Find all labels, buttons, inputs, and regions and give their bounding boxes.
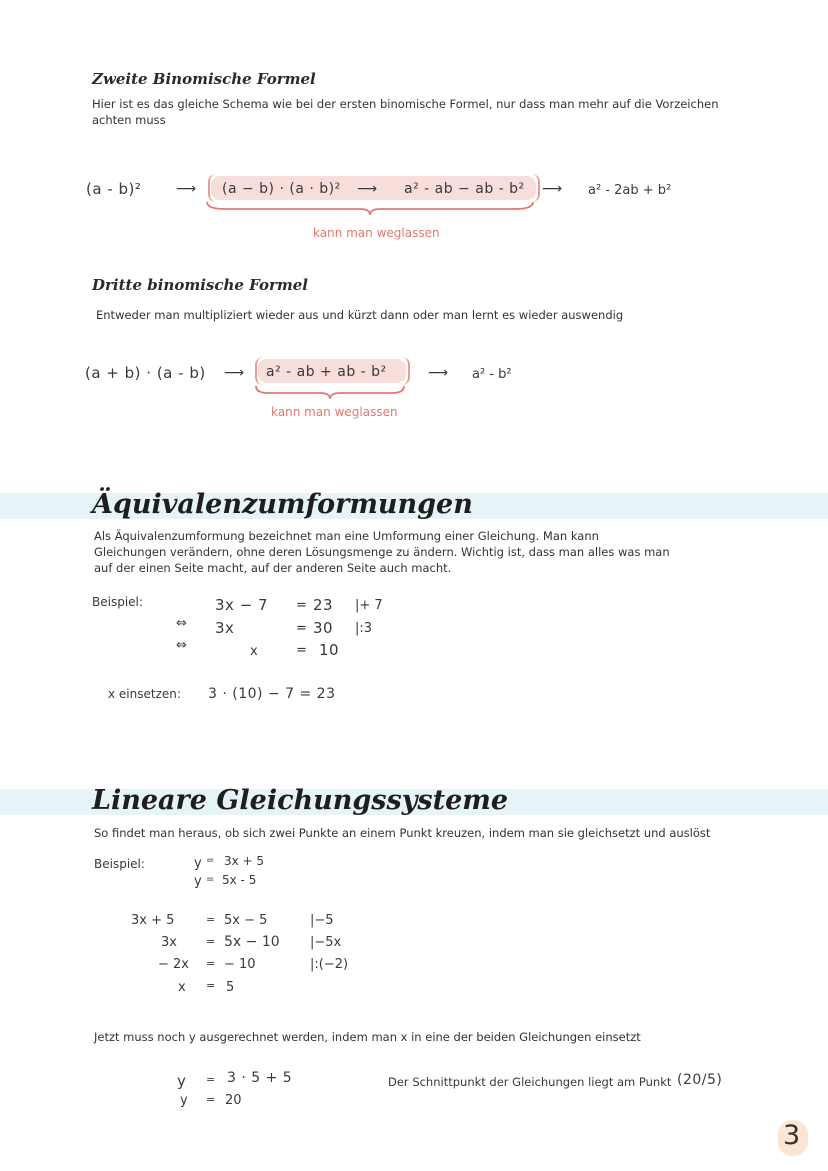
equals-sign: =: [296, 643, 307, 658]
curly-brace-icon: [205, 200, 535, 216]
system-expr: 3x + 5: [224, 854, 265, 868]
equation-row-right: 30: [313, 619, 334, 637]
intersection-text: Der Schnittpunkt der Gleichungen liegt am Punkt: [388, 1075, 672, 1089]
y-result: 20: [225, 1093, 242, 1108]
equals-sign: =: [206, 957, 216, 970]
section-intro-aequi: Als Äquivalenzumformung bezeichnet man eine Umformung einer Gleichung. Man kann Gleichungen verändern, ohne deren Lösungsmenge zu ändern. Wichtig ist, dass man alles was man auf der einen Seite macht, auf der anderen Seite auch macht.: [94, 529, 670, 575]
system-var: y: [194, 874, 202, 889]
page-number-badge: [778, 1120, 808, 1156]
example-label: Beispiel:: [92, 595, 143, 609]
operation-note: |−5: [310, 913, 334, 928]
section-title-lgs: Lineare Gleichungssysteme: [92, 785, 508, 816]
solve-row-right: 5x − 10: [224, 934, 280, 950]
arrow-icon: ⟶: [542, 181, 563, 197]
binom2-expanded: a² - ab − ab - b²: [404, 181, 525, 197]
section-title-dritte: Dritte binomische Formel: [92, 276, 308, 294]
system-var: y: [194, 856, 202, 871]
arrow-icon: ⟶: [176, 181, 197, 197]
solve-row-right: − 10: [224, 957, 256, 972]
equals-sign: =: [206, 935, 216, 948]
arrow-icon: ⟶: [428, 365, 449, 381]
section-intro-dritte: Entweder man multipliziert wieder aus und kürzt dann oder man lernt es wieder auswendig: [96, 308, 624, 322]
operation-note: |:(−2): [310, 957, 349, 972]
operation-note: |+ 7: [355, 598, 383, 613]
solve-row-left: − 2x: [158, 957, 189, 972]
intersection-point: (20/5): [677, 1072, 723, 1088]
y-var: y: [177, 1072, 187, 1090]
arrow-icon: ⟶: [224, 365, 245, 381]
binom3-lhs: (a + b) · (a - b): [85, 364, 206, 382]
section-intro-zweite: Hier ist es das gleiche Schema wie bei der ersten binomische Formel, nur dass man mehr auf die Vorzeichen achten muss: [92, 97, 719, 127]
equivalence-arrow-icon: ⇔: [176, 616, 187, 631]
binom2-result: a² - 2ab + b²: [588, 183, 672, 198]
page-number: 3: [783, 1120, 801, 1151]
equation-row-left: 3x: [215, 619, 235, 637]
brace-note: kann man weglassen: [271, 405, 398, 419]
section-title-zweite: Zweite Binomische Formel: [92, 70, 316, 88]
insert-label: x einsetzen:: [108, 687, 181, 701]
system-expr: 5x - 5: [222, 873, 257, 887]
binom3-result: a² - b²: [472, 367, 512, 382]
operation-note: |:3: [355, 621, 373, 636]
equals-sign: =: [296, 621, 307, 636]
equals-sign: =: [206, 874, 215, 885]
equation-row-right: 23: [313, 596, 334, 614]
brace-note: kann man weglassen: [313, 226, 440, 240]
equation-row-right: 10: [319, 641, 340, 659]
equals-sign: =: [206, 979, 216, 992]
insert-instruction: Jetzt muss noch y ausgerechnet werden, indem man x in eine der beiden Gleichungen einsetzt: [94, 1030, 641, 1044]
binom3-expanded: a² - ab + ab - b²: [266, 364, 387, 380]
binom2-middle: (a − b) · (a · b)²: [222, 181, 341, 197]
example-label: Beispiel:: [94, 857, 145, 871]
insert-calculation: 3 · (10) − 7 = 23: [208, 686, 336, 702]
binom2-lhs: (a - b)²: [86, 180, 142, 198]
equation-row-left: 3x − 7: [215, 596, 269, 614]
y-calculation: 3 · 5 + 5: [227, 1070, 293, 1086]
solution-x-var: x: [178, 980, 186, 995]
arrow-icon: ⟶: [357, 181, 378, 197]
equals-sign: =: [296, 598, 307, 613]
section-intro-lgs: So findet man heraus, ob sich zwei Punkte an einem Punkt kreuzen, indem man sie gleichsetzt und auslöst: [94, 826, 711, 840]
equals-sign: =: [206, 913, 216, 926]
solution-x-value: 5: [226, 980, 235, 995]
equivalence-arrow-icon: ⇔: [176, 638, 187, 653]
solve-row-left: 3x: [161, 935, 177, 950]
equals-sign: =: [206, 1093, 216, 1106]
y-var: y: [180, 1093, 188, 1108]
solve-row-right: 5x − 5: [224, 913, 268, 928]
equals-sign: =: [206, 1073, 216, 1086]
section-title-aequi: Äquivalenzumformungen: [92, 489, 473, 520]
solve-row-left: 3x + 5: [131, 913, 175, 928]
equals-sign: =: [206, 855, 215, 866]
operation-note: |−5x: [310, 935, 342, 950]
curly-brace-icon: [254, 384, 406, 400]
equation-row-left: x: [250, 644, 258, 659]
